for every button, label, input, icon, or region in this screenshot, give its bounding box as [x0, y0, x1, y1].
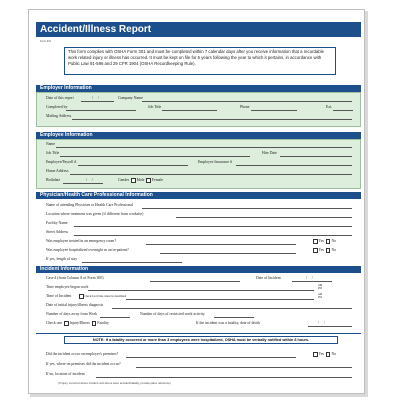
overnight-question-label: Was employee hospitalized overnight as an in-patient?	[46, 248, 129, 252]
time-undetermined-checkbox[interactable]	[79, 294, 84, 299]
premises-yes-text: Yes	[318, 352, 325, 357]
overnight-no-checkbox[interactable]	[326, 248, 331, 253]
intro-text: This form complies with OSHA Form 301 and must be completed within 7 calendar days after you receive information that a recordable work related injury or illness has occurred. It must be kept on file for 5 years following the year to which it pertains, in accordance with Public Law 91-596 and 29 CFR 1904 (OSHA Recordkeeping Rule).	[64, 47, 336, 75]
time-undetermined-option	[78, 294, 126, 299]
er-no-text: No	[331, 239, 337, 244]
began-work-label: Time employee began work	[46, 285, 89, 289]
check-one-text: Check one	[46, 321, 63, 326]
premises-no-text: No	[331, 352, 337, 357]
premises-question-label: Did the incident occur on employer's premises?	[46, 352, 119, 356]
injury-illness-checkbox[interactable]	[64, 321, 69, 326]
time-of-incident-label: Time of Incident	[46, 294, 72, 298]
er-question-line	[146, 244, 296, 245]
hire-date-label: Hire Date	[262, 151, 277, 155]
er-yes-checkbox[interactable]	[313, 239, 318, 244]
facility-name-label: Facility Name	[46, 221, 68, 225]
began-pm-text: PM	[318, 287, 322, 290]
incident-ampm	[318, 293, 322, 299]
osha-note-box: NOTE: If a fatality occurred or more than 3 employees were hospitalized, OSHA must be verbally notified within 8 hours.	[64, 336, 338, 344]
case-number-field[interactable]	[150, 281, 240, 282]
gender-text: Gender	[118, 178, 130, 183]
employer-job-title-label: Job Title	[148, 105, 162, 109]
er-question-label: Was employee treated in an emergency room?	[46, 239, 117, 243]
employee-job-title-label: Job Title	[46, 151, 60, 155]
date-of-incident-slashes: / /	[306, 276, 313, 280]
birthdate-slashes: / /	[86, 178, 93, 182]
where-on-premises-label: If yes, where on premises did the incident occur?	[46, 362, 121, 366]
overnight-yes-text: Yes	[318, 248, 325, 253]
home-address-field[interactable]	[70, 174, 352, 175]
er-yes-text: Yes	[318, 239, 325, 244]
form-number: Form 301	[40, 40, 52, 43]
mailing-address-field[interactable]	[72, 119, 352, 120]
company-name-field[interactable]	[142, 101, 352, 102]
fatality-checkbox[interactable]	[92, 321, 97, 326]
restricted-days-label: Number of days of restricted work activity	[140, 312, 205, 316]
length-of-stay-label: If yes, length of stay	[46, 257, 78, 261]
overnight-yes-checkbox[interactable]	[313, 248, 318, 253]
payroll-label: Employee/Payroll #	[46, 160, 77, 164]
premises-question-line	[126, 357, 296, 358]
date-of-death-label: If the incident was a fatality, date of death	[196, 321, 260, 325]
injury-illness-text: Injury/Illness	[69, 321, 90, 326]
initial-diagnosis-field[interactable]	[112, 308, 352, 309]
premises-options	[312, 352, 336, 357]
time-of-incident-field[interactable]	[126, 299, 314, 300]
ext-field[interactable]	[333, 110, 353, 111]
home-address-label: Home Address	[46, 169, 69, 173]
incident-separator	[36, 333, 361, 334]
began-work-field[interactable]	[88, 290, 314, 291]
company-name-label: Company Name	[118, 96, 143, 100]
fatality-text: Fatality	[97, 321, 109, 326]
incident-heading: Incident Information	[36, 266, 361, 273]
date-of-death-field[interactable]	[308, 326, 352, 327]
incident-location-label: If no, location of incident	[46, 372, 85, 376]
completed-by-field[interactable]	[66, 110, 136, 111]
employee-heading: Employee Information	[36, 132, 361, 139]
initial-diagnosis-label: Date of initial injury/illness diagnosis	[46, 303, 104, 307]
phone-field[interactable]	[251, 110, 297, 111]
employee-name-label: Name	[46, 142, 56, 146]
mailing-address-label: Mailing Address	[46, 114, 72, 118]
er-no-checkbox[interactable]	[326, 239, 331, 244]
began-ampm	[318, 284, 322, 290]
employer-job-title-field[interactable]	[162, 110, 217, 111]
payroll-field[interactable]	[78, 165, 188, 166]
insurance-label: Employee Insurance #	[198, 160, 232, 164]
check-one-group	[46, 321, 109, 326]
birthdate-field[interactable]	[63, 183, 103, 184]
street-address-label: Street Address	[46, 230, 69, 234]
days-away-label: Number of days away from Work	[46, 312, 97, 316]
phone-label: Phone	[240, 105, 250, 109]
premises-no-checkbox[interactable]	[326, 352, 331, 357]
facility-name-field[interactable]	[74, 226, 352, 227]
case-number-label: Case # (from Column A of Form 300)	[46, 276, 104, 280]
gender-label	[118, 178, 163, 183]
form-title: Accident/Illness Report	[40, 24, 152, 35]
treatment-location-label: Location where treatment was given (if different from worksite)	[46, 212, 144, 216]
insurance-field[interactable]	[236, 165, 352, 166]
date-of-death-slashes: / /	[318, 321, 325, 325]
began-am-text: AM	[318, 284, 323, 287]
employer-heading: Employer Information	[36, 85, 361, 92]
date-of-report-label: Date of this report	[46, 96, 74, 100]
employee-job-title-field[interactable]	[60, 156, 250, 157]
birthdate-label: Birthdate	[46, 178, 61, 182]
hire-date-field[interactable]	[280, 156, 352, 157]
completed-by-label: Completed by	[46, 105, 68, 109]
treatment-location-field[interactable]	[176, 217, 352, 218]
time-hint-text: Check box if time cannot be determined	[84, 294, 127, 298]
incident-location-field[interactable]	[96, 377, 352, 378]
incident-am-text: AM	[318, 293, 323, 296]
er-options	[312, 239, 336, 244]
attending-field[interactable]	[142, 208, 352, 209]
date-of-report-field[interactable]	[81, 101, 114, 102]
employee-name-field[interactable]	[56, 147, 352, 148]
incident-pm-text: PM	[318, 296, 322, 299]
street-address-field[interactable]	[74, 235, 352, 236]
length-of-stay-field[interactable]	[82, 262, 182, 263]
premises-yes-checkbox[interactable]	[313, 352, 318, 357]
attending-label: Name of attending Physician or Health Care Professional	[46, 203, 133, 207]
ext-label: Ext.	[326, 105, 333, 109]
physician-heading: Physician/Health Care Professional Information	[36, 192, 361, 199]
overnight-options	[312, 248, 336, 253]
male-text: Male	[136, 178, 145, 183]
date-of-incident-field[interactable]	[292, 281, 332, 282]
female-text: Female	[151, 178, 164, 183]
gender-male-checkbox[interactable]	[131, 178, 136, 183]
overnight-question-line	[160, 253, 296, 254]
date-of-report-slashes: / /	[92, 96, 99, 100]
restricted-days-field[interactable]	[214, 317, 254, 318]
overnight-no-text: No	[331, 248, 337, 253]
gender-female-checkbox[interactable]	[146, 178, 151, 183]
date-of-incident-label: Date of Incident	[256, 276, 281, 280]
days-away-field[interactable]	[100, 317, 130, 318]
location-footnote: (If injury occurred where incident and where were accident/fatality, provide place reference)	[58, 381, 171, 385]
where-on-premises-field[interactable]	[136, 367, 352, 368]
